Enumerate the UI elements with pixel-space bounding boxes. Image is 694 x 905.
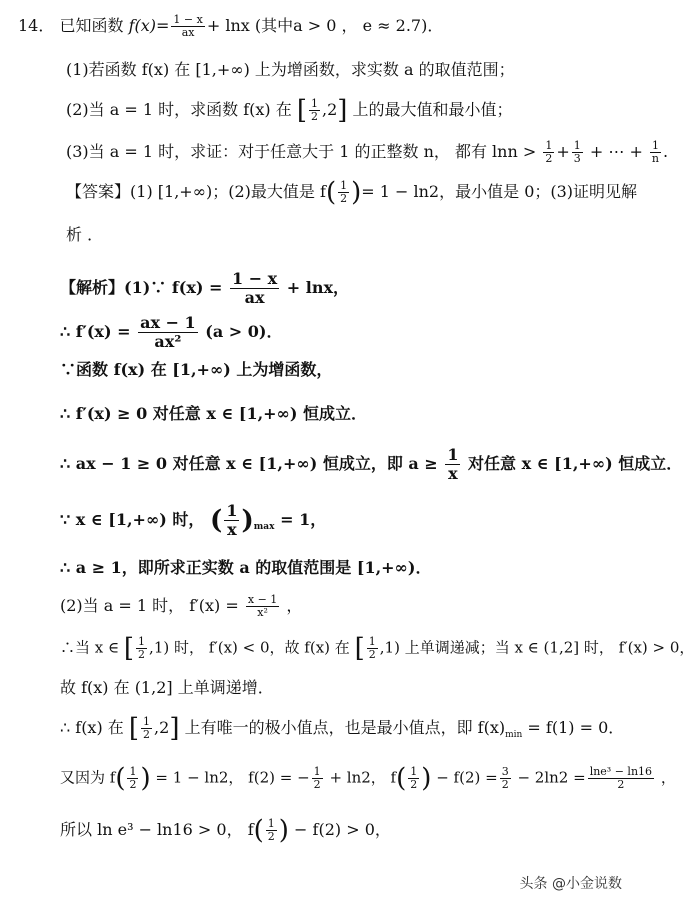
problem-stem: 14． 已知函数 f(x)= $\frac{1 - x}{ax}$ + lnx (其中a > 0 ， e ≈ 2.7)． bbox=[18, 13, 444, 39]
analysis-line-11: ∴ f(x) 在 [ $\frac{1}{2}$ ,2] 上有唯一的极小值点，也是最小值点，即 $f(x)_{min} = f(1) = 0$． bbox=[60, 713, 625, 744]
stem-suffix: (其中a > 0 ， e ≈ 2.7)． bbox=[254, 16, 444, 35]
watermark: 头条 @小金说数 bbox=[519, 876, 622, 892]
analysis-line-4: ∴ f′(x) ≥ 0 对任意 x ∈ [1,+∞) 恒成立． bbox=[60, 404, 368, 423]
analysis-line-12: 又因为 f( $\frac{1}{2}$ ) = 1 − ln2， f(2) = − $\frac{1}{2}$ + ln2， f( $\frac{1}{2}$ ) − f(2) = $\frac{3}{2}$ − 2ln2 = $\frac{\text{lne³ − ln16}}{2}$ ， bbox=[60, 763, 676, 794]
answer-line-2: 析 ． bbox=[66, 225, 104, 244]
analysis-line-6: ∵ x ∈ [1,+∞) 时， ( $\frac{1}{x}$ )$_{max} = 1$， bbox=[60, 501, 327, 539]
analysis-line-7: ∴ a ≥ 1，即所求正实数 a 的取值范围是 [1,+∞)． bbox=[60, 558, 432, 577]
stem-prefix: 已知函数 bbox=[59, 16, 124, 35]
analysis-label: 【解析】 bbox=[60, 278, 125, 297]
analysis-line-13: 所以 ln e³ − ln16 > 0， f( $\frac{1}{2}$ ) − f(2) > 0， bbox=[60, 815, 391, 846]
analysis-line-3: ∵函数 f(x) 在 [1,+∞) 上为增函数， bbox=[60, 360, 333, 379]
analysis-line-10: 故 f(x) 在 (1,2] 上单调递增． bbox=[60, 678, 274, 697]
analysis-line-5: ∴ ax − 1 ≥ 0 对任意 x ∈ [1,+∞) 恒成立，即 a ≥ $\frac{1}{x}$ 对任意 x ∈ [1,+∞) 恒成立． bbox=[60, 445, 683, 483]
stem-fraction: $\frac{1 - x}{ax}$ bbox=[173, 13, 203, 39]
analysis-line-2: ∴ f′(x) = $\frac{ax - 1}{\text{ax²}}$ (a > 0)． bbox=[60, 313, 283, 351]
part3: (3)当 a = 1 时，求证：对于任意大于 1 的正整数 n， 都有 lnn > $\frac{1}{2}$ + $\frac{1}{3}$ + ⋯ + $\frac{1}{n}$ . bbox=[66, 139, 669, 165]
problem-number: 14． bbox=[18, 16, 55, 35]
part1: (1)若函数 f(x) 在 [1,+∞) 上为增函数，求实数 a 的取值范围； bbox=[66, 60, 515, 79]
analysis-line-8: (2)当 a = 1 时， f′(x) = $\frac{x - 1}{\text{x²}}$ ， bbox=[60, 593, 303, 619]
analysis-line-9: ∴当 x ∈ [ $\frac{1}{2}$ ,1) 时， f′(x) < 0，故 f(x) 在 [ $\frac{1}{2}$ ,1) 上单调递减；当 x ∈ (1,2] 时， f′(x) > 0， bbox=[60, 633, 694, 664]
part2: (2)当 a = 1 时，求函数 f(x) 在 [ $\frac{1}{2}$ ,2] 上的最大值和最小值； bbox=[66, 95, 513, 126]
analysis-line-1: 【解析】(1)∵ f(x) = $\frac{1 - x}{ax}$ + lnx， bbox=[60, 269, 350, 307]
answer-label: 【答案】 bbox=[66, 182, 131, 201]
answer-line-1: 【答案】(1) [1,+∞)；(2)最大值是 f( $\frac{1}{2}$ )= 1 − ln2，最小值是 0；(3)证明见解 bbox=[66, 177, 638, 208]
